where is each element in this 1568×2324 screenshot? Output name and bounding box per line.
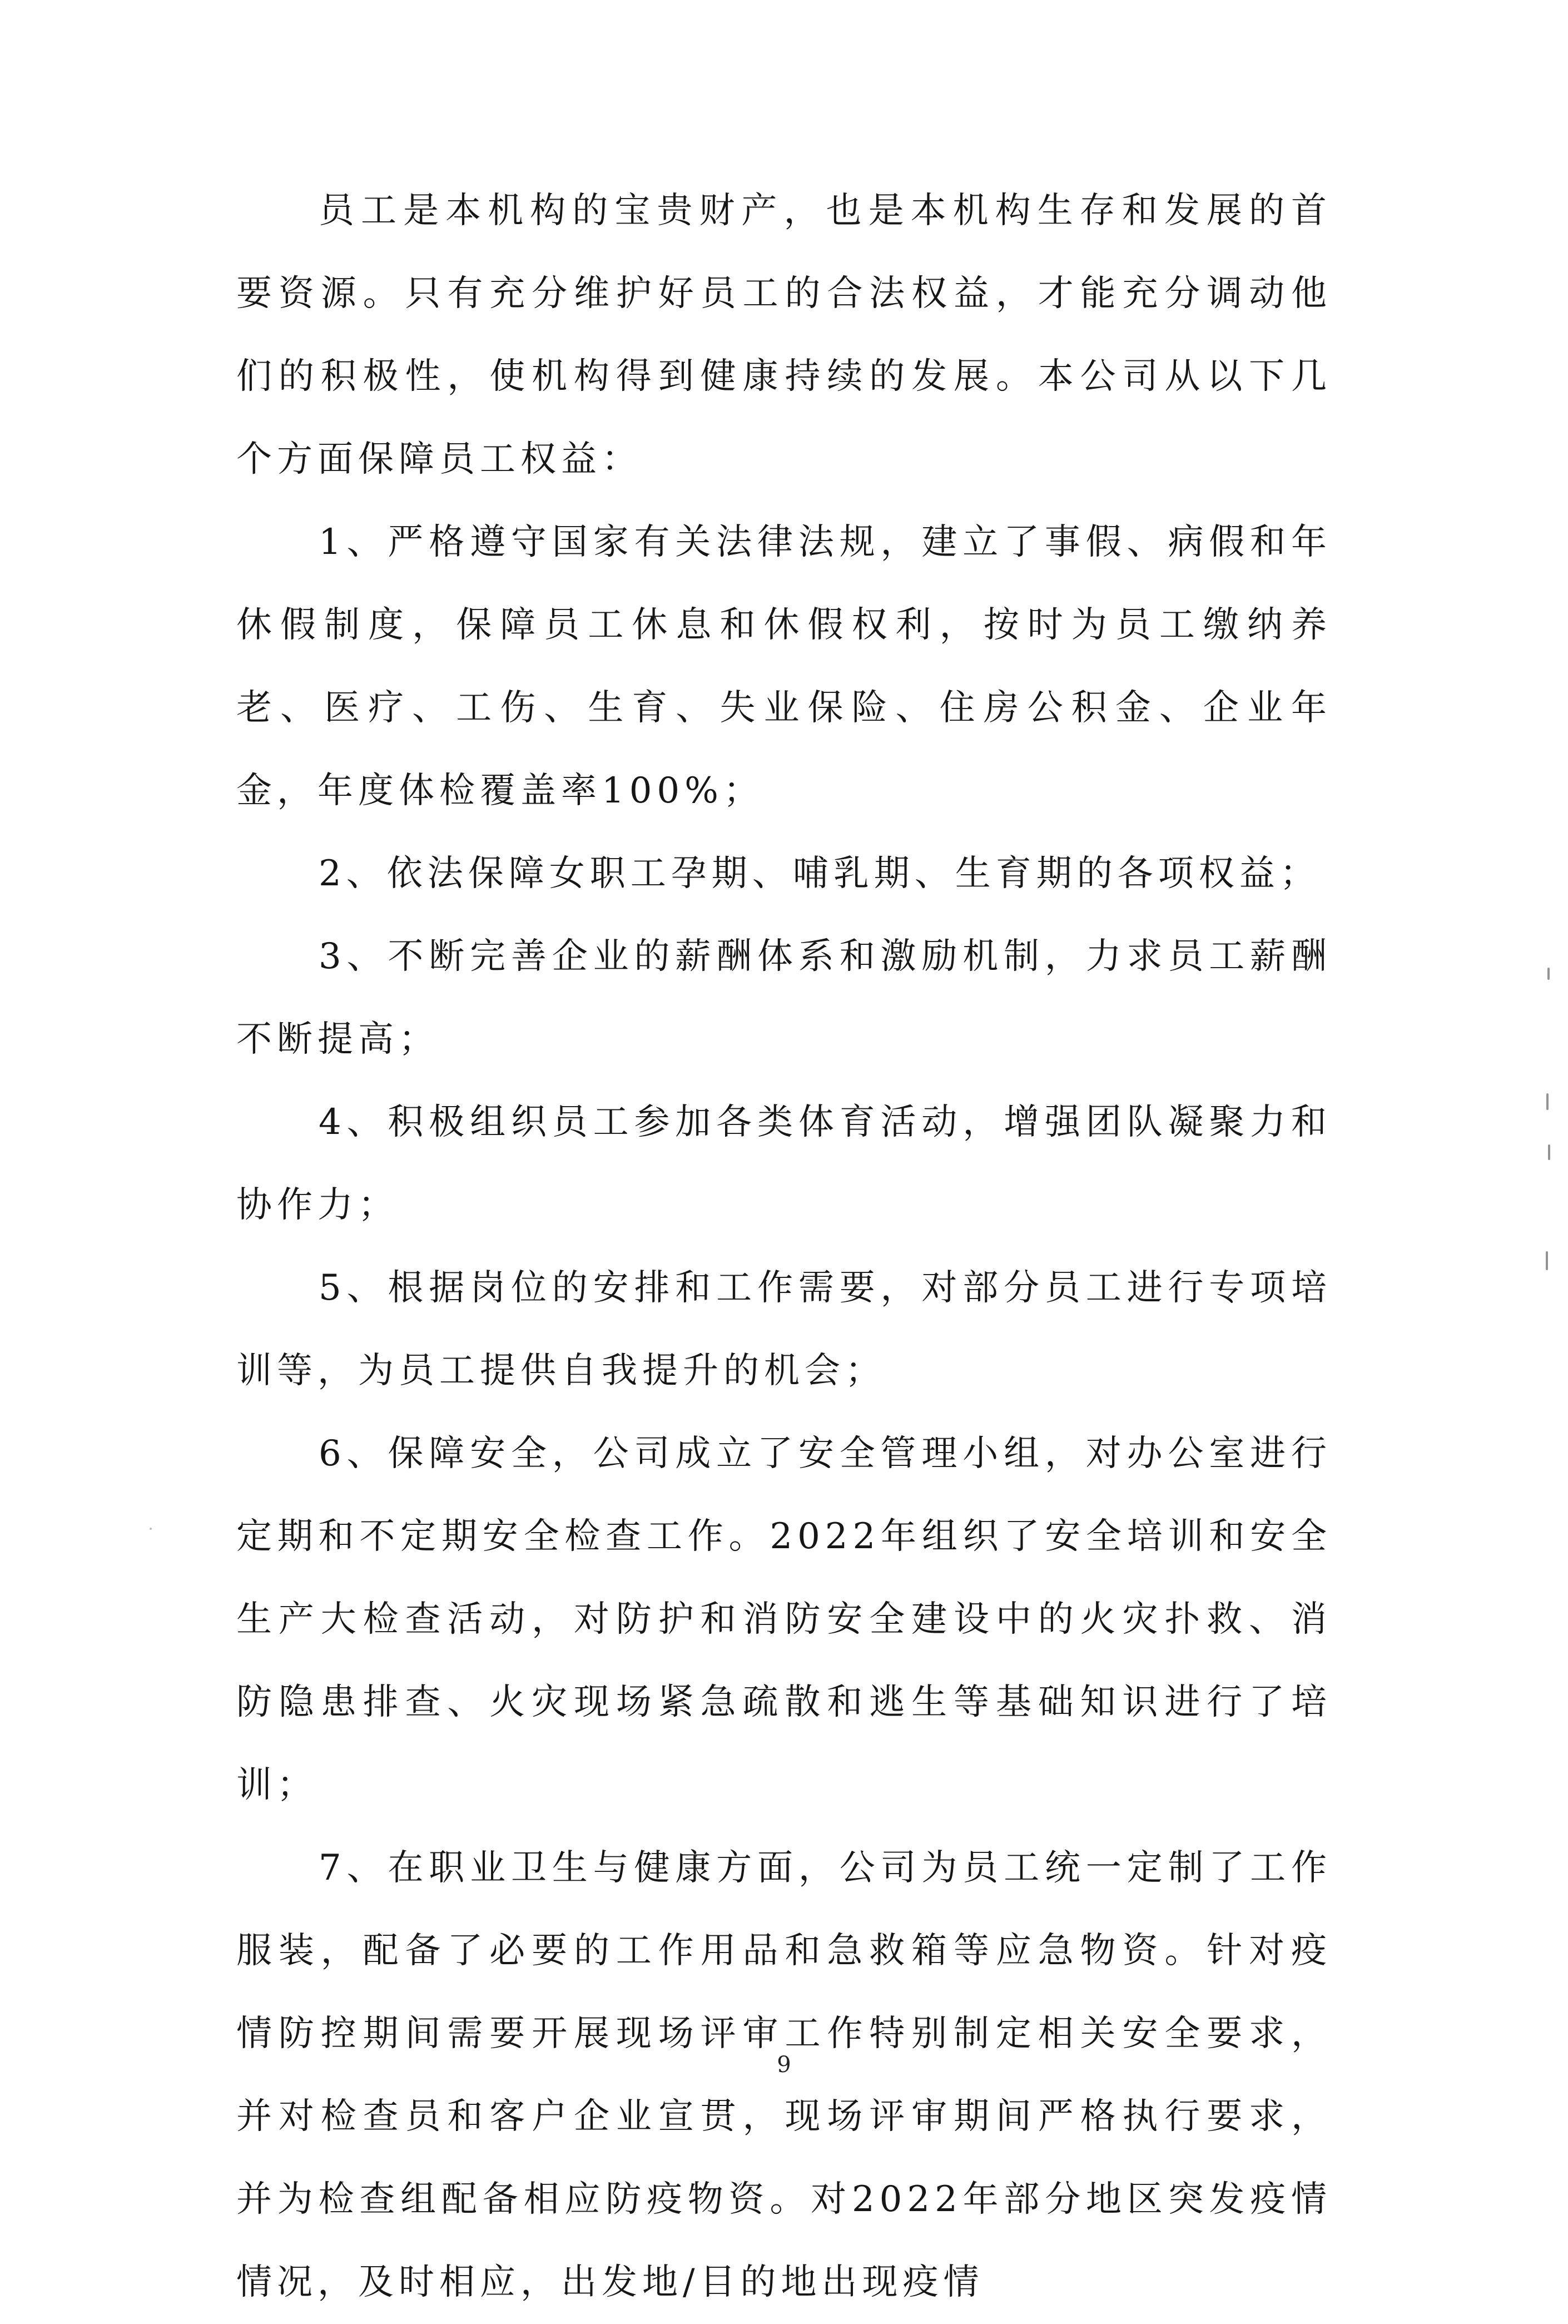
list-item-4: 4、积极组织员工参加各类体育活动，增强团队凝聚力和协作力； — [236, 1102, 1332, 1226]
intro-paragraph: 员工是本机构的宝贵财产，也是本机构生存和发展的首要资源。只有充分维护好员工的合法权益，才能充分调动他们的积极性，使机构得到健康持续的发展。本公司从以下几个方面保障员工权益： — [236, 190, 1332, 480]
scan-artifact-dot — [150, 1528, 152, 1530]
scan-artifact-mark — [1546, 1251, 1548, 1270]
list-item-5: 5、根据岗位的安排和工作需要，对部分员工进行专项培训等，为员工提供自我提升的机会； — [236, 1267, 1332, 1391]
page-number: 9 — [777, 2052, 791, 2078]
list-item-7: 7、在职业卫生与健康方面，公司为员工统一定制了工作服装，配备了必要的工作用品和急救箱等应急物资。针对疫情防控期间需要开展现场评审工作特别制定相关安全要求，并对检查员和客户企业宣贯，现场评审期间严格执行要求，并为检查组配备相应防疫物资。对2022年部分地区突发疫情情况，及时相应，出发地/目的地出现疫情 — [236, 1847, 1332, 2303]
list-item-2: 2、依法保障女职工孕期、哺乳期、生育期的各项权益； — [319, 853, 1321, 894]
scan-artifact-mark — [1547, 968, 1550, 980]
list-item-1: 1、严格遵守国家有关法律法规，建立了事假、病假和年休假制度，保障员工休息和休假权利，按时为员工缴纳养老、医疗、工伤、生育、失业保险、住房公积金、企业年金，年度体检覆盖率100%； — [236, 522, 1332, 811]
scan-artifact-mark — [1548, 1144, 1550, 1160]
document-body — [236, 170, 1332, 2324]
scan-artifact-mark — [1546, 1093, 1549, 1110]
list-item-6: 6、保障安全，公司成立了安全管理小组，对办公室进行定期和不定期安全检查工作。2022年组织了安全培训和安全生产大检查活动，对防护和消防安全建设中的火灾扑救、消防隐患排查、火灾现场紧急疏散和逃生等基础知识进行了培训； — [236, 1433, 1332, 1806]
list-item-3: 3、不断完善企业的薪酬体系和激励机制，力求员工薪酬不断提高； — [236, 936, 1332, 1060]
